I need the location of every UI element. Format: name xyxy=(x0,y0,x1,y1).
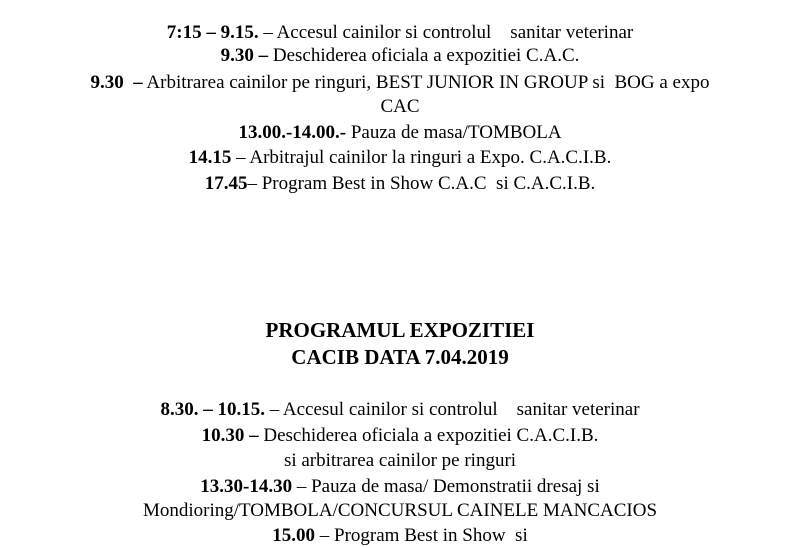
schedule-text: – Arbitrajul cainilor la ringuri a Expo. C.A.C.I.B. xyxy=(231,147,612,168)
schedule-time: 8.30. – 10.15. xyxy=(160,399,265,420)
schedule-time: 9.30 – xyxy=(90,72,143,93)
schedule-time: 13.00.-14.00.- xyxy=(238,122,347,143)
schedule-row-day2-4 xyxy=(0,475,800,499)
schedule-row-day1-3 xyxy=(0,71,800,95)
schedule-text: – Program Best in Show C.A.C si C.A.C.I.B. xyxy=(247,173,596,194)
schedule-row-day2-6 xyxy=(0,524,800,548)
schedule-time: 10.30 – xyxy=(201,425,259,446)
schedule-row-day1-6 xyxy=(0,146,800,170)
schedule-row-day2-3 xyxy=(0,449,800,473)
schedule-text: – Program Best in Show si xyxy=(315,525,528,546)
schedule-row-day2-1 xyxy=(0,398,800,422)
schedule-time: 17.45 xyxy=(204,173,248,194)
schedule-time: 7:15 – 9.15. xyxy=(166,22,259,43)
schedule-time: 13.30-14.30 xyxy=(200,476,293,497)
schedule-text: Arbitrarea cainilor pe ringuri, BEST JUNIOR IN GROUP si BOG a expo xyxy=(142,72,710,93)
schedule-row-day1-7 xyxy=(0,172,800,196)
schedule-row-day1-4 xyxy=(0,95,800,119)
schedule-row-day2-5 xyxy=(0,499,800,523)
schedule-text: Mondioring/TOMBOLA/CONCURSUL CAINELE MANCACIOS xyxy=(142,500,658,521)
schedule-row-day1-1 xyxy=(0,21,800,45)
schedule-time: 15.00 xyxy=(272,525,316,546)
cut-off-heading-remnant xyxy=(0,0,800,12)
schedule-text: Deschiderea oficiala a expozitiei C.A.C.I.B. xyxy=(258,425,599,446)
schedule-text: Deschiderea oficiala a expozitiei C.A.C. xyxy=(268,45,580,66)
schedule-text: si arbitrarea cainilor pe ringuri xyxy=(283,450,517,471)
section-heading-line2: CACIB DATA 7.04.2019 xyxy=(291,345,509,369)
section-heading-line1: PROGRAMUL EXPOZITIEI xyxy=(265,318,535,342)
schedule-row-day1-5 xyxy=(0,121,800,145)
schedule-text: CAC xyxy=(380,96,420,117)
schedule-time: 14.15 xyxy=(188,147,232,168)
schedule-text: Pauza de masa/TOMBOLA xyxy=(346,122,562,143)
schedule-time: 9.30 – xyxy=(220,45,269,66)
schedule-row-day2-2 xyxy=(0,424,800,448)
schedule-text: – Accesul cainilor si controlul sanitar veterinar xyxy=(264,399,640,420)
schedule-text: – Accesul cainilor si controlul sanitar veterinar xyxy=(258,22,634,43)
schedule-row-day1-2 xyxy=(0,44,800,68)
schedule-text: – Pauza de masa/ Demonstratii dresaj si xyxy=(292,476,600,497)
